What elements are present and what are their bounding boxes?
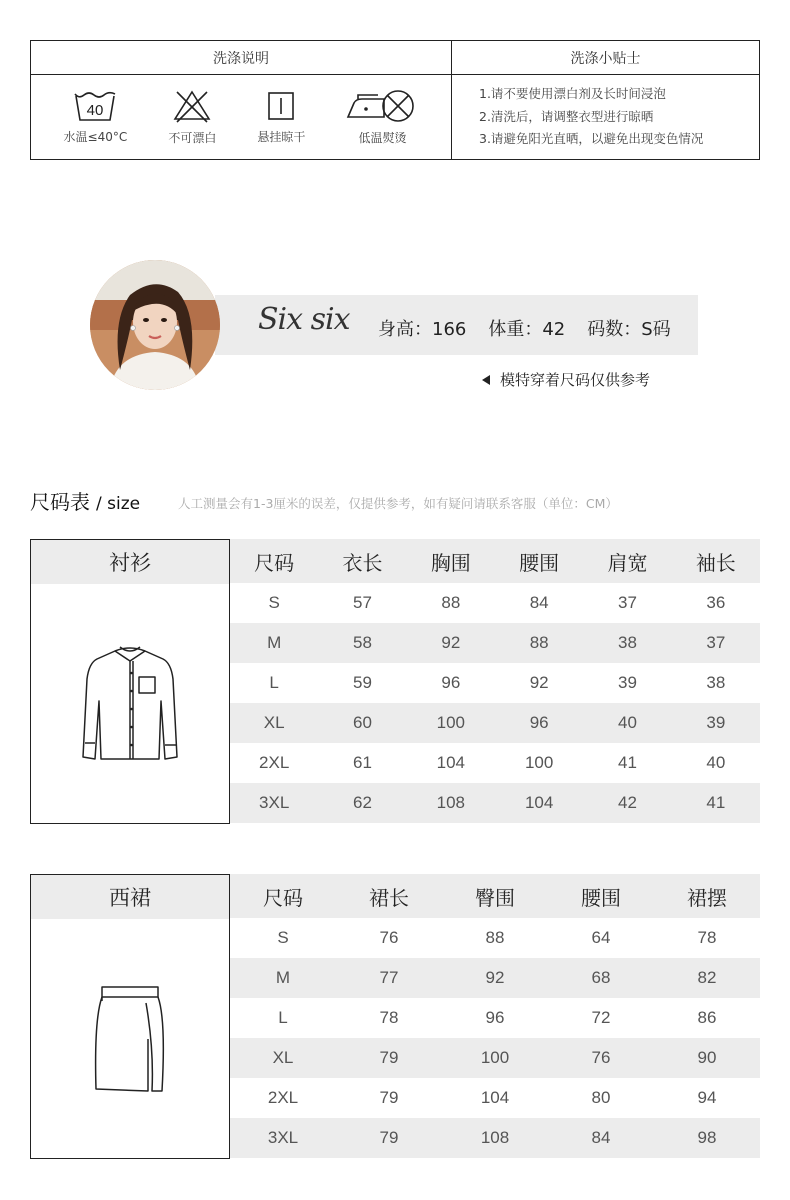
column-header: 臀围 [442,874,548,918]
table-cell: 57 [353,593,372,612]
tip-item: 3.请避免阳光直晒，以避免出现变色情况 [479,131,704,146]
size-chart-title-en: / size [96,494,141,514]
table-header-row [230,874,760,918]
table-cell: 100 [407,703,495,743]
table-cell: 62 [318,783,406,823]
table-cell: 104 [436,753,465,772]
column-header: 尺码 [230,874,336,918]
table-cell: S [268,593,280,612]
size-chart-title-cn: 尺码表 [30,490,90,514]
washing-instructions-title: 洗涤说明 [31,41,451,75]
table-cell: 94 [697,1088,717,1107]
model-stats [378,315,671,341]
model-note [482,369,650,390]
table-cell: 84 [548,1118,654,1158]
table-cell: 68 [548,958,654,998]
skirt-icon [90,979,170,1099]
column-header: 裙摆 [654,874,760,918]
column-header: 胸围 [407,539,495,583]
model-name: Six six [258,302,350,337]
table-cell: L [278,1008,288,1027]
table-cell: XL [230,1038,336,1078]
table-cell: 86 [697,1008,717,1027]
table-cell: 82 [654,958,760,998]
table-cell: M [230,623,318,663]
table-cell: 64 [591,928,611,947]
table-cell: 59 [353,673,372,692]
table-cell: 88 [495,623,583,663]
table-header-row [230,539,760,583]
care-item-wash [64,90,128,145]
table-cell: 39 [672,703,760,743]
table-cell: 3XL [230,783,318,823]
model-portrait [90,260,220,390]
table-row [230,1078,760,1118]
table-cell: 79 [336,1038,442,1078]
column-header: 尺码 [230,539,318,583]
skirt-size-table [230,874,760,1158]
table-row [230,743,760,783]
table-cell: 96 [485,1008,505,1027]
table-cell: 41 [618,753,637,772]
care-item-iron [346,89,418,146]
table-cell: 100 [442,1038,548,1078]
table-cell: 79 [379,1088,399,1107]
model-weight: 体重：42 [488,319,566,340]
washing-tips-title: 洗涤小贴士 [452,41,759,75]
no-bleach-icon [172,89,212,123]
table-cell: 42 [583,783,671,823]
model-height: 身高：166 [378,319,467,340]
care-instructions [30,40,760,160]
table-cell: 104 [495,783,583,823]
table-cell: 80 [591,1088,611,1107]
table-cell: 88 [441,593,461,612]
table-cell: 58 [318,623,406,663]
table-cell: 104 [480,1088,510,1107]
hang-dry-icon [266,90,296,122]
table-cell: 37 [672,623,760,663]
size-chart-note: 人工测量会有1-3厘米的误差，仅提供参考，如有疑问请联系客服（单位：CM） [178,496,618,511]
table-cell: 108 [407,783,495,823]
table-cell: 41 [672,783,760,823]
table-cell: 98 [654,1118,760,1158]
care-label-bleach: 不可漂白 [168,130,217,145]
table-cell: 72 [591,1008,611,1027]
table-cell: 2XL [259,753,290,772]
shirt-box [30,539,230,824]
shirt-size-table [230,539,760,823]
wash-temp-number: 40 [87,101,104,119]
table-row [230,663,760,703]
table-cell: 78 [697,928,717,947]
column-header: 衣长 [318,539,406,583]
table-cell: 92 [407,623,495,663]
shirt-title: 衬衫 [31,540,229,584]
table-cell: 77 [336,958,442,998]
table-cell: 39 [618,673,637,692]
table-cell: 108 [442,1118,548,1158]
table-cell: 96 [441,673,461,692]
size-chart-title [30,486,140,515]
table-cell: S [277,928,289,947]
tip-item: 1.请不要使用漂白剂及长时间浸泡 [479,86,666,101]
column-header: 裙长 [336,874,442,918]
table-cell: 79 [336,1118,442,1158]
column-header: 腰围 [548,874,654,918]
table-row [230,1118,760,1158]
table-cell: 84 [529,593,549,612]
model-size: 码数：S码 [587,319,671,340]
table-row [230,958,760,998]
table-cell: 60 [318,703,406,743]
column-header: 腰围 [495,539,583,583]
table-cell: 38 [583,623,671,663]
table-row [230,1038,760,1078]
table-cell: M [230,958,336,998]
table-cell: 78 [379,1008,399,1027]
table-row [230,998,760,1038]
table-cell: 3XL [230,1118,336,1158]
column-header: 肩宽 [583,539,671,583]
care-label-dry: 悬挂晾干 [257,129,306,144]
table-row [230,703,760,743]
washing-tips [452,41,759,159]
washing-instructions [31,41,452,159]
table-cell: 76 [379,928,399,947]
table-cell: 88 [485,928,505,947]
table-cell: 90 [654,1038,760,1078]
table-row [230,783,760,823]
care-item-dry [257,90,305,145]
table-cell: 40 [583,703,671,743]
table-cell: 100 [524,753,554,772]
table-cell: 2XL [267,1088,299,1107]
table-cell: 96 [495,703,583,743]
table-cell: 38 [706,673,726,692]
table-cell: 40 [706,753,726,772]
table-cell: 92 [529,673,549,692]
table-cell: XL [230,703,318,743]
column-header: 袖长 [672,539,760,583]
model-note-text: 模特穿着尺码仅供参考 [500,371,651,389]
wash-40-icon [73,90,117,122]
skirt-image [31,919,229,1158]
table-cell: 37 [618,593,637,612]
skirt-box [30,874,230,1159]
table-cell: 36 [706,593,726,612]
table-row [230,918,760,958]
care-item-bleach [168,89,216,146]
skirt-title: 西裙 [31,875,229,919]
model-avatar [90,260,220,390]
low-iron-icon [346,89,418,123]
shirt-image [31,584,229,823]
triangle-left-icon [482,375,490,385]
care-label-iron: 低温熨烫 [358,130,407,145]
care-icons-row [31,75,451,159]
shirt-icon [75,639,185,769]
table-row [230,583,760,623]
table-cell: 76 [548,1038,654,1078]
table-cell: L [269,673,279,692]
tip-item: 2.清洗后，请调整衣型进行晾晒 [479,108,654,124]
washing-tips-list [452,75,759,159]
table-cell: 92 [442,958,548,998]
table-cell: 61 [353,753,372,772]
care-label-wash: 水温≤40°C [63,129,128,144]
table-row [230,623,760,663]
